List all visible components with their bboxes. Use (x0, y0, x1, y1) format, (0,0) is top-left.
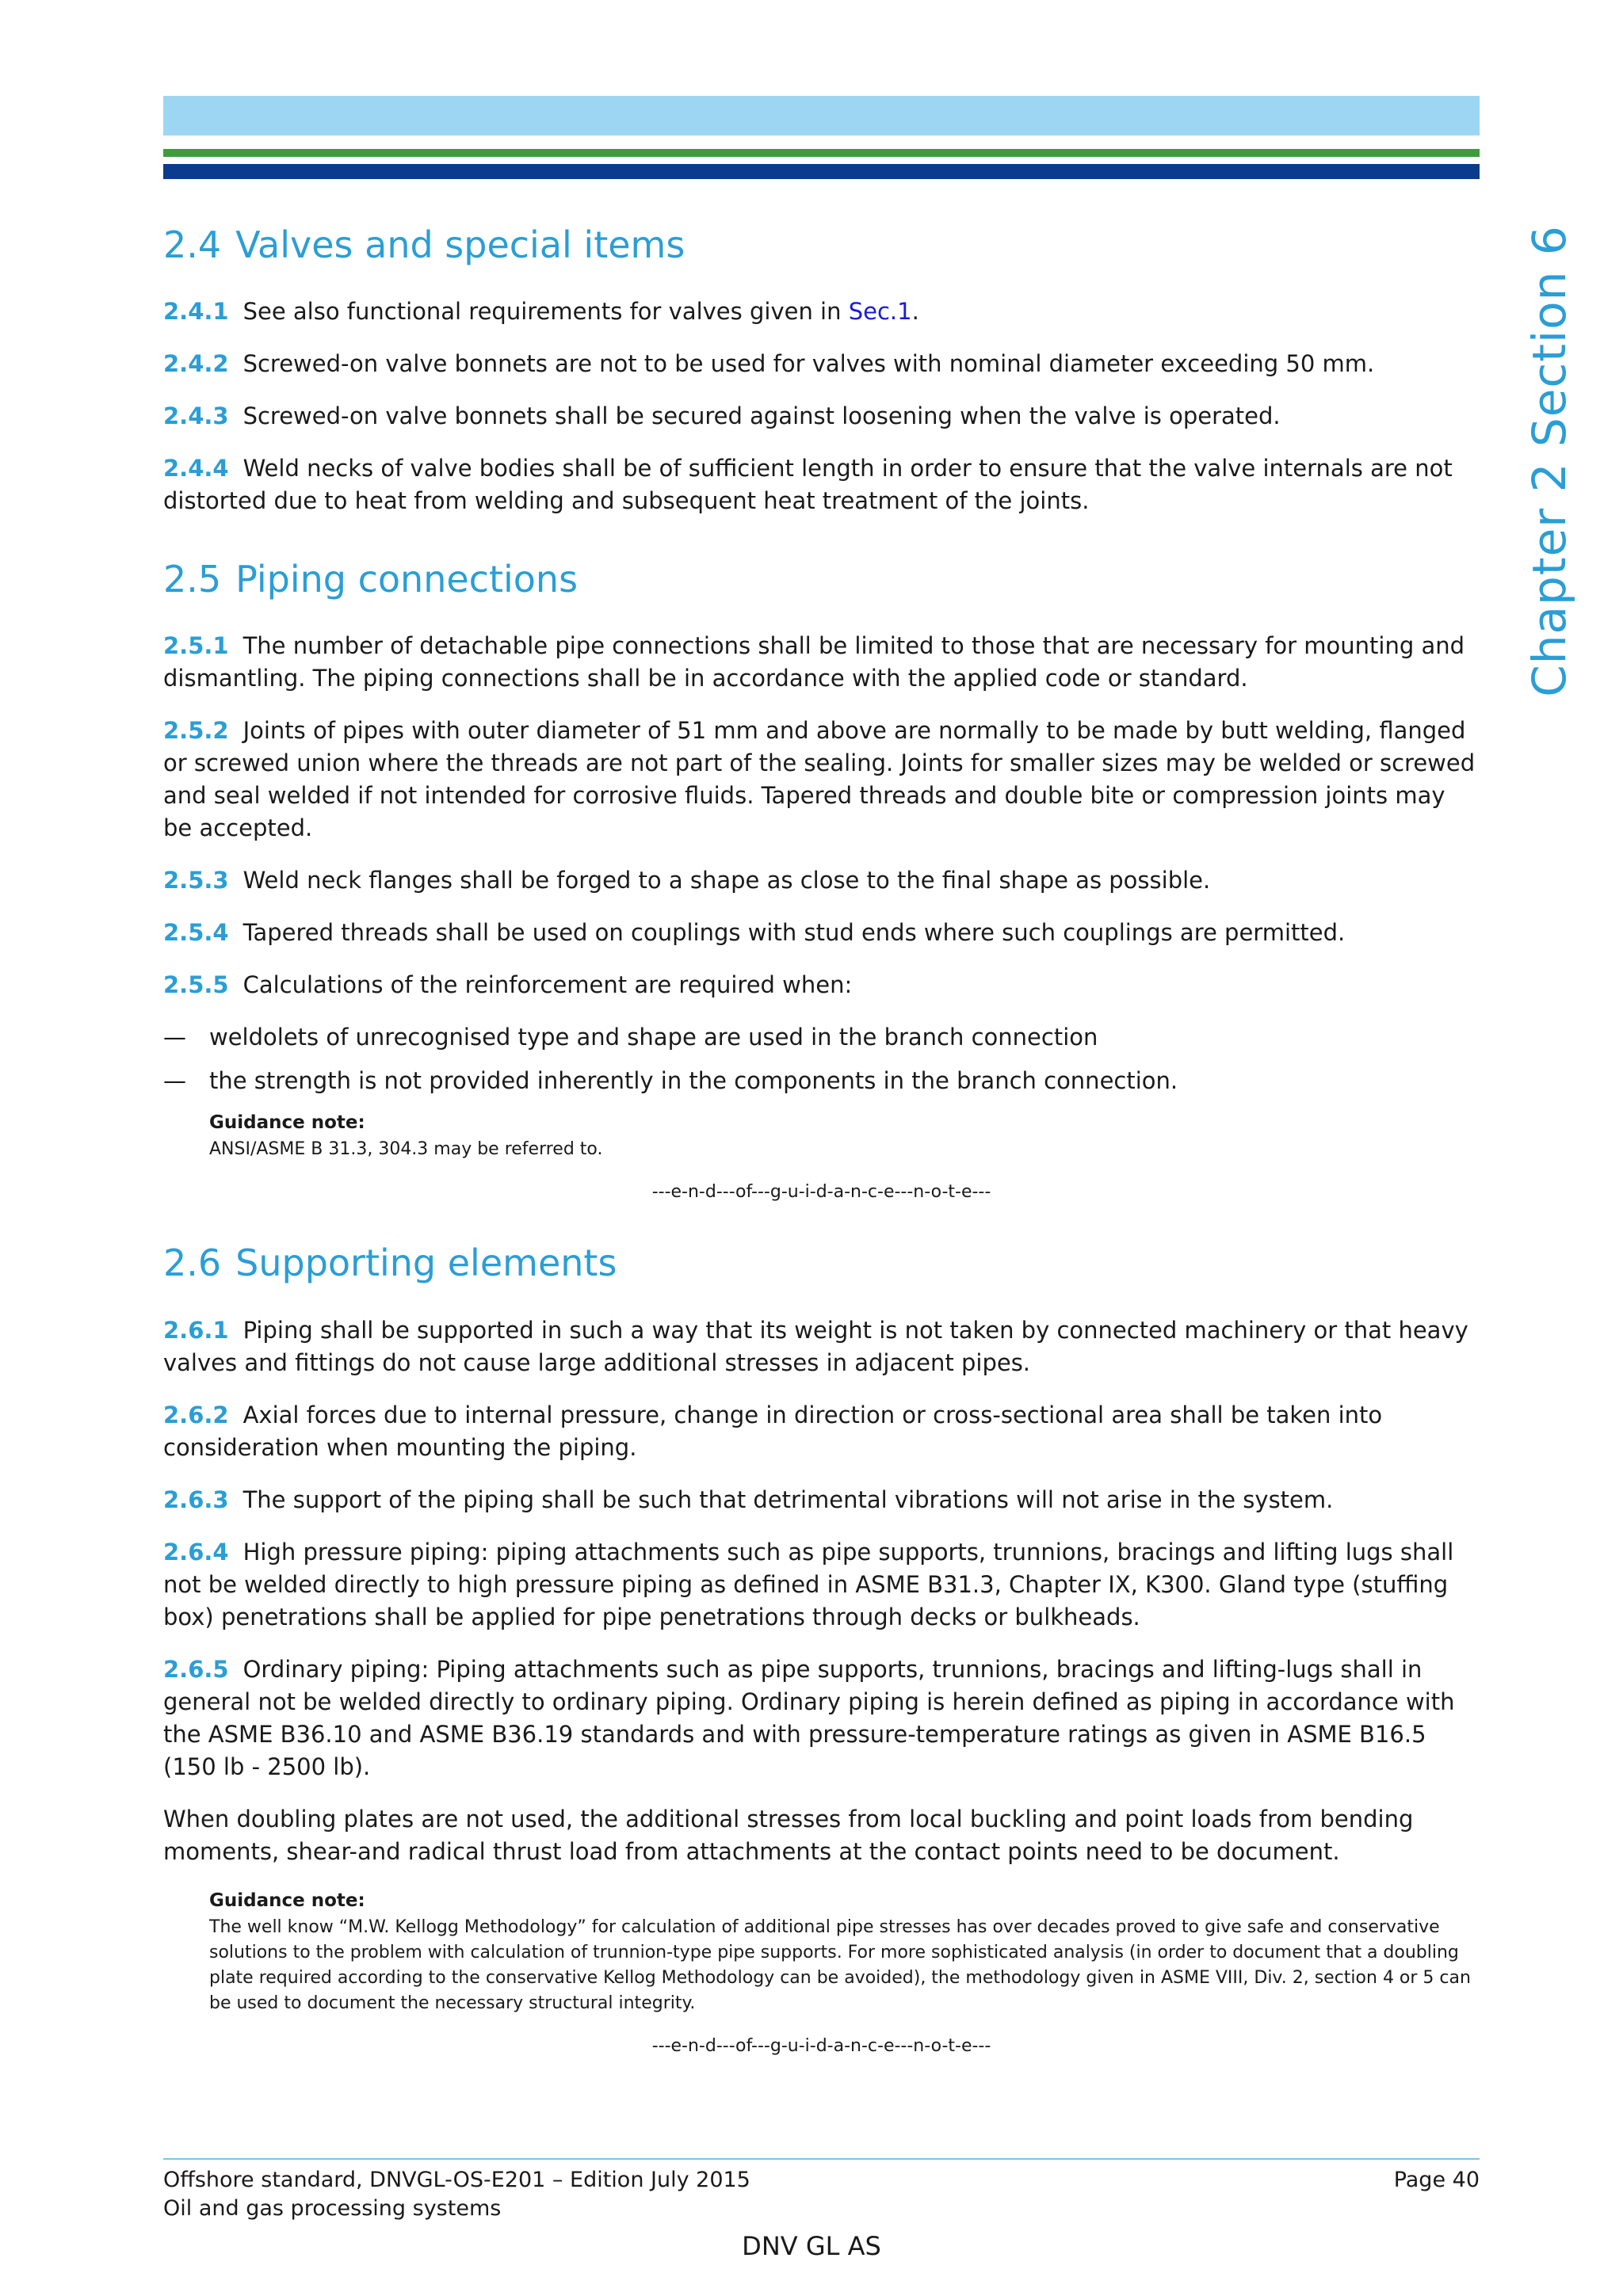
clause-number: 2.5.4 (163, 919, 229, 947)
clause-2-4-2: 2.4.2 Screwed-on valve bonnets are not to be used for valves with nominal diameter exceeding 50 mm. (163, 350, 1375, 378)
clause-number: 2.6.4 (163, 1538, 229, 1566)
clause-2-5-4: 2.5.4 Tapered threads shall be used on couplings with stud ends where such couplings are permitted. (163, 919, 1346, 947)
clause-2-6-3: 2.6.3 The support of the piping shall be such that detrimental vibrations will not arise in the system. (163, 1486, 1334, 1513)
dash-marker: — (163, 1024, 186, 1051)
guidance-title: Guidance note: (209, 1112, 365, 1134)
clause-2-6-1: 2.6.1 Piping shall be supported in such a way that its weight is not taken by connected machinery or that heavy valves and fittings do not cause large additional stresses in adjacent pipes. (163, 1316, 1468, 1376)
header-band-blue (163, 164, 1480, 179)
clause-2-5-3: 2.5.3 Weld neck flanges shall be forged to a shape as close to the final shape as possible. (163, 867, 1211, 894)
clause-2-5-1: 2.5.1 The number of detachable pipe connections shall be limited to those that are necessary for mounting and dismantling. The piping connections shall be in accordance with the applied code or standard. (163, 632, 1465, 692)
clause-2-5-5: 2.5.5 Calculations of the reinforcement are required when: (163, 971, 853, 999)
list-item: — weldolets of unrecognised type and shape are used in the branch connection (163, 1021, 1480, 1054)
dash-marker: — (163, 1067, 186, 1095)
chapter-section-label: Chapter 2 Section 6 (1522, 225, 1576, 697)
header-band-light (163, 96, 1480, 135)
reinforcement-conditions-list (163, 1021, 1480, 1097)
clause-number: 2.6.2 (163, 1401, 229, 1428)
footer-divider (163, 2158, 1480, 2160)
clause-2-5-2: 2.5.2 Joints of pipes with outer diameter of 51 mm and above are normally to be made by butt welding, flanged or screwed union where the threads are not part of the sealing. Joints for smaller sizes may be welded or screwed and seal welded if not intended for corrosive fluids. Tapered threads and double bite or compression joints may be accepted. (163, 717, 1476, 842)
guidance-end-marker: ---e-n-d---of---g-u-i-d-a-n-c-e---n-o-t-e--- (651, 1182, 991, 1203)
company-name: DNV GL AS (742, 2231, 881, 2261)
clause-number: 2.6.5 (163, 1655, 229, 1683)
clause-number: 2.6.1 (163, 1316, 229, 1344)
main-content (163, 223, 1480, 2075)
clause-number: 2.5.3 (163, 867, 229, 894)
doubling-plates-paragraph: When doubling plates are not used, the additional stresses from local buckling and point loads from bending moments, shear-and radical thrust load from attachments at the contact points need to be document. (163, 1805, 1414, 1865)
guidance-title: Guidance note: (209, 1890, 365, 1911)
section-heading-2-6: 2.6 Supporting elements (163, 1241, 617, 1285)
clause-number: 2.4.1 (163, 298, 229, 326)
clause-number: 2.5.2 (163, 717, 229, 745)
header-band-green (163, 149, 1480, 157)
sec-1-link[interactable]: Sec.1 (848, 298, 912, 326)
section-heading-2-4: 2.4 Valves and special items (163, 223, 685, 266)
guidance-note-2-6 (209, 1888, 1480, 2059)
clause-2-4-4: 2.4.4 Weld necks of valve bodies shall be of sufficient length in order to ensure that the valve internals are not distorted due to heat from welding and subsequent heat treatment of the joints. (163, 455, 1453, 515)
chapter-section-tab (1518, 225, 1581, 697)
clause-2-4-1: 2.4.1 See also functional requirements for valves given in Sec.1. (163, 298, 919, 326)
clause-number: 2.5.5 (163, 971, 229, 999)
clause-number: 2.4.3 (163, 402, 229, 430)
guidance-body: The well know “M.W. Kellogg Methodology” for calculation of additional pipe stresses has over decades proved to give safe and conservative solutions to the problem with calculation of trunnion-type pipe supports. For more sophisticated analysis (in order to document that a doubling plate required according to the conservative Kellog Methodology can be avoided), the methodology given in ASME VIII, Div. 2, section 4 or 5 can be used to document the necessary structural integrity. (209, 1917, 1471, 2013)
clause-2-4-3: 2.4.3 Screwed-on valve bonnets shall be secured against loosening when the valve is operated. (163, 402, 1281, 430)
clause-2-6-2: 2.6.2 Axial forces due to internal pressure, change in direction or cross-sectional area shall be taken into consideration when mounting the piping. (163, 1401, 1383, 1461)
page-number: Page 40 (1393, 2168, 1480, 2192)
clause-number: 2.6.3 (163, 1486, 229, 1513)
clause-2-6-5: 2.6.5 Ordinary piping: Piping attachments such as pipe supports, trunnions, bracings and lifting-lugs shall in general not be welded directly to ordinary piping. Ordinary piping is herein defined as piping in accordance with the ASME B36.10 and ASME B36.19 standards and with pressure-temperature ratings as given in ASME B16.5 (150 lb - 2500 lb). (163, 1655, 1455, 1780)
clause-2-6-4: 2.6.4 High pressure piping: piping attachments such as pipe supports, trunnions, bracings and lifting lugs shall not be welded directly to high pressure piping as defined in ASME B31.3, Chapter IX, K300. Gland type (stuffing box) penetrations shall be applied for pipe penetrations through decks or bulkheads. (163, 1538, 1454, 1630)
guidance-note-2-5 (209, 1110, 1480, 1205)
section-heading-2-5: 2.5 Piping connections (163, 558, 579, 601)
footer-title: Oil and gas processing systems (163, 2196, 502, 2221)
guidance-body: ANSI/ASME B 31.3, 304.3 may be referred to. (209, 1139, 603, 1160)
list-item: — the strength is not provided inherently in the components in the branch connection. (163, 1065, 1480, 1097)
page-footer (163, 2166, 1480, 2223)
clause-number: 2.4.2 (163, 350, 229, 378)
footer-standard: Offshore standard, DNVGL-OS-E201 – Edition July 2015 (163, 2168, 750, 2192)
clause-number: 2.4.4 (163, 455, 229, 482)
clause-number: 2.5.1 (163, 632, 229, 660)
guidance-end-marker: ---e-n-d---of---g-u-i-d-a-n-c-e---n-o-t-e--- (651, 2035, 991, 2056)
